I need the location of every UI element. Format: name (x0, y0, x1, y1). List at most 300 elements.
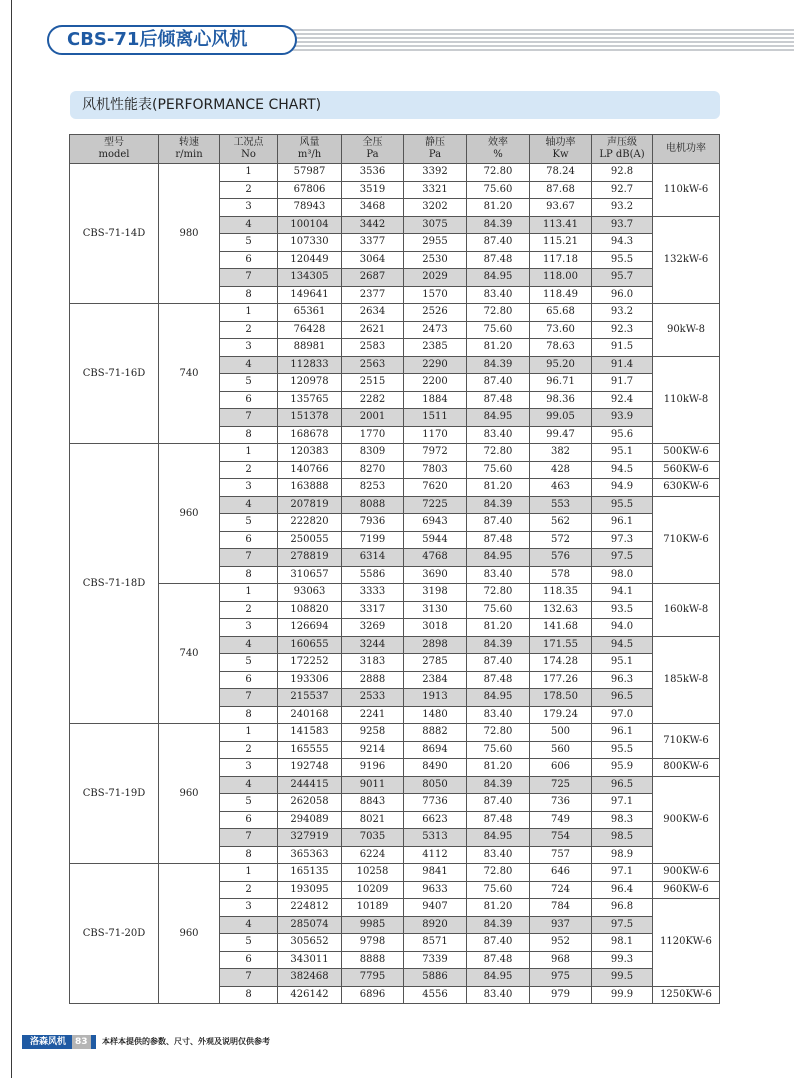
total-pressure-cell: 8021 (342, 811, 404, 829)
efficiency-cell: 81.20 (467, 479, 530, 497)
airflow-cell: 382468 (278, 969, 342, 987)
operating-point-cell: 6 (220, 671, 278, 689)
motor-power-cell: 110kW-8 (653, 356, 720, 444)
shaft-power-cell: 749 (530, 811, 592, 829)
model-cell: CBS-71-16D (70, 304, 159, 444)
shaft-power-cell: 553 (530, 496, 592, 514)
header-airflow: 风量 m³/h (278, 135, 342, 164)
static-pressure-cell: 7620 (404, 479, 467, 497)
static-pressure-cell: 2530 (404, 251, 467, 269)
operating-point-cell: 2 (220, 741, 278, 759)
shaft-power-cell: 736 (530, 794, 592, 812)
shaft-power-cell: 576 (530, 549, 592, 567)
total-pressure-cell: 2533 (342, 689, 404, 707)
sound-pressure-cell: 93.5 (592, 601, 653, 619)
shaft-power-cell: 73.60 (530, 321, 592, 339)
operating-point-cell: 3 (220, 199, 278, 217)
motor-power-cell: 630KW-6 (653, 479, 720, 497)
static-pressure-cell: 6943 (404, 514, 467, 532)
operating-point-cell: 8 (220, 846, 278, 864)
shaft-power-cell: 78.63 (530, 339, 592, 357)
airflow-cell: 126694 (278, 619, 342, 637)
airflow-cell: 240168 (278, 706, 342, 724)
static-pressure-cell: 9633 (404, 881, 467, 899)
operating-point-cell: 6 (220, 531, 278, 549)
operating-point-cell: 1 (220, 724, 278, 742)
shaft-power-cell: 98.36 (530, 391, 592, 409)
efficiency-cell: 84.95 (467, 549, 530, 567)
operating-point-cell: 1 (220, 164, 278, 182)
total-pressure-cell: 9196 (342, 759, 404, 777)
total-pressure-cell: 3468 (342, 199, 404, 217)
static-pressure-cell: 3690 (404, 566, 467, 584)
efficiency-cell: 84.39 (467, 916, 530, 934)
shaft-power-cell: 975 (530, 969, 592, 987)
header-efficiency: 效率 % (467, 135, 530, 164)
motor-power-cell: 110kW-6 (653, 164, 720, 217)
header-static-pressure: 静压 Pa (404, 135, 467, 164)
efficiency-cell: 84.39 (467, 216, 530, 234)
airflow-cell: 262058 (278, 794, 342, 812)
shaft-power-cell: 118.00 (530, 269, 592, 287)
operating-point-cell: 4 (220, 636, 278, 654)
static-pressure-cell: 8490 (404, 759, 467, 777)
static-pressure-cell: 3130 (404, 601, 467, 619)
static-pressure-cell: 7339 (404, 951, 467, 969)
shaft-power-cell: 562 (530, 514, 592, 532)
shaft-power-cell: 463 (530, 479, 592, 497)
motor-power-cell: 960KW-6 (653, 881, 720, 899)
airflow-cell: 224812 (278, 899, 342, 917)
airflow-cell: 365363 (278, 846, 342, 864)
table-row (70, 724, 720, 742)
airflow-cell: 168678 (278, 426, 342, 444)
static-pressure-cell: 5886 (404, 969, 467, 987)
sound-pressure-cell: 95.1 (592, 654, 653, 672)
operating-point-cell: 5 (220, 794, 278, 812)
sound-pressure-cell: 98.0 (592, 566, 653, 584)
static-pressure-cell: 2029 (404, 269, 467, 287)
sound-pressure-cell: 98.1 (592, 934, 653, 952)
static-pressure-cell: 2898 (404, 636, 467, 654)
total-pressure-cell: 5586 (342, 566, 404, 584)
operating-point-cell: 7 (220, 969, 278, 987)
table-row (70, 864, 720, 882)
static-pressure-cell: 1884 (404, 391, 467, 409)
table-body (70, 164, 720, 1004)
total-pressure-cell: 2241 (342, 706, 404, 724)
airflow-cell: 193306 (278, 671, 342, 689)
operating-point-cell: 3 (220, 759, 278, 777)
shaft-power-cell: 174.28 (530, 654, 592, 672)
sound-pressure-cell: 97.5 (592, 916, 653, 934)
motor-power-cell: 160kW-8 (653, 584, 720, 637)
airflow-cell: 140766 (278, 461, 342, 479)
footer-brand-tag (22, 1035, 96, 1049)
sound-pressure-cell: 94.5 (592, 636, 653, 654)
operating-point-cell: 2 (220, 601, 278, 619)
sound-pressure-cell: 94.5 (592, 461, 653, 479)
operating-point-cell: 6 (220, 391, 278, 409)
operating-point-cell: 4 (220, 496, 278, 514)
header-speed: 转速 r/min (159, 135, 220, 164)
shaft-power-cell: 117.18 (530, 251, 592, 269)
sound-pressure-cell: 97.1 (592, 864, 653, 882)
shaft-power-cell: 725 (530, 776, 592, 794)
static-pressure-cell: 3075 (404, 216, 467, 234)
operating-point-cell: 8 (220, 426, 278, 444)
airflow-cell: 294089 (278, 811, 342, 829)
efficiency-cell: 87.48 (467, 391, 530, 409)
static-pressure-cell: 3392 (404, 164, 467, 182)
operating-point-cell: 5 (220, 374, 278, 392)
total-pressure-cell: 3536 (342, 164, 404, 182)
efficiency-cell: 84.39 (467, 356, 530, 374)
airflow-cell: 426142 (278, 986, 342, 1004)
header-model: 型号 model (70, 135, 159, 164)
airflow-cell: 149641 (278, 286, 342, 304)
sound-pressure-cell: 96.5 (592, 689, 653, 707)
operating-point-cell: 5 (220, 234, 278, 252)
efficiency-cell: 83.40 (467, 706, 530, 724)
sound-pressure-cell: 95.6 (592, 426, 653, 444)
total-pressure-cell: 9258 (342, 724, 404, 742)
sound-pressure-cell: 91.5 (592, 339, 653, 357)
efficiency-cell: 84.95 (467, 689, 530, 707)
static-pressure-cell: 3202 (404, 199, 467, 217)
header-sound-pressure: 声压级 LP dB(A) (592, 135, 653, 164)
sound-pressure-cell: 92.3 (592, 321, 653, 339)
sound-pressure-cell: 92.7 (592, 181, 653, 199)
airflow-cell: 327919 (278, 829, 342, 847)
static-pressure-cell: 9841 (404, 864, 467, 882)
shaft-power-cell: 171.55 (530, 636, 592, 654)
shaft-power-cell: 118.49 (530, 286, 592, 304)
static-pressure-cell: 2384 (404, 671, 467, 689)
efficiency-cell: 75.60 (467, 321, 530, 339)
model-cell: CBS-71-19D (70, 724, 159, 864)
header-operating-point: 工况点 No (220, 135, 278, 164)
static-pressure-cell: 7972 (404, 444, 467, 462)
airflow-cell: 78943 (278, 199, 342, 217)
efficiency-cell: 84.39 (467, 496, 530, 514)
shaft-power-cell: 178.50 (530, 689, 592, 707)
airflow-cell: 160655 (278, 636, 342, 654)
efficiency-cell: 87.48 (467, 251, 530, 269)
section-title: 风机性能表(PERFORMANCE CHART) (70, 91, 720, 119)
shaft-power-cell: 115.21 (530, 234, 592, 252)
motor-power-cell: 1120KW-6 (653, 899, 720, 987)
sound-pressure-cell: 94.3 (592, 234, 653, 252)
sound-pressure-cell: 96.8 (592, 899, 653, 917)
sound-pressure-cell: 93.2 (592, 304, 653, 322)
static-pressure-cell: 2785 (404, 654, 467, 672)
sound-pressure-cell: 98.9 (592, 846, 653, 864)
shaft-power-cell: 560 (530, 741, 592, 759)
static-pressure-cell: 3018 (404, 619, 467, 637)
airflow-cell: 76428 (278, 321, 342, 339)
efficiency-cell: 81.20 (467, 899, 530, 917)
static-pressure-cell: 2290 (404, 356, 467, 374)
efficiency-cell: 87.40 (467, 934, 530, 952)
efficiency-cell: 72.80 (467, 724, 530, 742)
static-pressure-cell: 2526 (404, 304, 467, 322)
sound-pressure-cell: 95.5 (592, 251, 653, 269)
sound-pressure-cell: 93.7 (592, 216, 653, 234)
total-pressure-cell: 2282 (342, 391, 404, 409)
total-pressure-cell: 2001 (342, 409, 404, 427)
sound-pressure-cell: 96.3 (592, 671, 653, 689)
airflow-cell: 65361 (278, 304, 342, 322)
total-pressure-cell: 8270 (342, 461, 404, 479)
efficiency-cell: 87.40 (467, 374, 530, 392)
sound-pressure-cell: 95.5 (592, 496, 653, 514)
static-pressure-cell: 7803 (404, 461, 467, 479)
static-pressure-cell: 5944 (404, 531, 467, 549)
airflow-cell: 193095 (278, 881, 342, 899)
motor-power-cell: 900KW-6 (653, 864, 720, 882)
sound-pressure-cell: 99.5 (592, 969, 653, 987)
sound-pressure-cell: 91.7 (592, 374, 653, 392)
total-pressure-cell: 7035 (342, 829, 404, 847)
sound-pressure-cell: 96.0 (592, 286, 653, 304)
shaft-power-cell: 754 (530, 829, 592, 847)
static-pressure-cell: 4556 (404, 986, 467, 1004)
airflow-cell: 135765 (278, 391, 342, 409)
sound-pressure-cell: 99.3 (592, 951, 653, 969)
efficiency-cell: 84.95 (467, 409, 530, 427)
airflow-cell: 207819 (278, 496, 342, 514)
operating-point-cell: 4 (220, 916, 278, 934)
airflow-cell: 120449 (278, 251, 342, 269)
speed-cell: 960 (159, 724, 220, 864)
operating-point-cell: 8 (220, 566, 278, 584)
static-pressure-cell: 5313 (404, 829, 467, 847)
total-pressure-cell: 6224 (342, 846, 404, 864)
operating-point-cell: 7 (220, 269, 278, 287)
total-pressure-cell: 8253 (342, 479, 404, 497)
operating-point-cell: 6 (220, 251, 278, 269)
operating-point-cell: 4 (220, 776, 278, 794)
efficiency-cell: 72.80 (467, 444, 530, 462)
total-pressure-cell: 3064 (342, 251, 404, 269)
model-cell: CBS-71-14D (70, 164, 159, 304)
airflow-cell: 141583 (278, 724, 342, 742)
motor-power-cell: 710KW-6 (653, 724, 720, 759)
airflow-cell: 88981 (278, 339, 342, 357)
sound-pressure-cell: 97.0 (592, 706, 653, 724)
efficiency-cell: 72.80 (467, 864, 530, 882)
total-pressure-cell: 9798 (342, 934, 404, 952)
total-pressure-cell: 8843 (342, 794, 404, 812)
airflow-cell: 163888 (278, 479, 342, 497)
efficiency-cell: 75.60 (467, 881, 530, 899)
total-pressure-cell: 9214 (342, 741, 404, 759)
sound-pressure-cell: 98.3 (592, 811, 653, 829)
shaft-power-cell: 784 (530, 899, 592, 917)
shaft-power-cell: 937 (530, 916, 592, 934)
shaft-power-cell: 99.05 (530, 409, 592, 427)
airflow-cell: 215537 (278, 689, 342, 707)
shaft-power-cell: 132.63 (530, 601, 592, 619)
static-pressure-cell: 4112 (404, 846, 467, 864)
efficiency-cell: 75.60 (467, 461, 530, 479)
total-pressure-cell: 10189 (342, 899, 404, 917)
operating-point-cell: 7 (220, 829, 278, 847)
total-pressure-cell: 3269 (342, 619, 404, 637)
total-pressure-cell: 3317 (342, 601, 404, 619)
total-pressure-cell: 3519 (342, 181, 404, 199)
total-pressure-cell: 1770 (342, 426, 404, 444)
airflow-cell: 343011 (278, 951, 342, 969)
total-pressure-cell: 3333 (342, 584, 404, 602)
operating-point-cell: 7 (220, 549, 278, 567)
static-pressure-cell: 8920 (404, 916, 467, 934)
airflow-cell: 172252 (278, 654, 342, 672)
efficiency-cell: 81.20 (467, 339, 530, 357)
shaft-power-cell: 99.47 (530, 426, 592, 444)
shaft-power-cell: 87.68 (530, 181, 592, 199)
operating-point-cell: 1 (220, 584, 278, 602)
efficiency-cell: 84.95 (467, 969, 530, 987)
efficiency-cell: 81.20 (467, 199, 530, 217)
static-pressure-cell: 1480 (404, 706, 467, 724)
efficiency-cell: 81.20 (467, 759, 530, 777)
table-row (70, 444, 720, 462)
total-pressure-cell: 2621 (342, 321, 404, 339)
motor-power-cell: 560KW-6 (653, 461, 720, 479)
static-pressure-cell: 8882 (404, 724, 467, 742)
static-pressure-cell: 1913 (404, 689, 467, 707)
speed-cell: 740 (159, 584, 220, 724)
airflow-cell: 250055 (278, 531, 342, 549)
airflow-cell: 278819 (278, 549, 342, 567)
table-row (70, 584, 720, 602)
shaft-power-cell: 578 (530, 566, 592, 584)
sound-pressure-cell: 97.1 (592, 794, 653, 812)
airflow-cell: 57987 (278, 164, 342, 182)
operating-point-cell: 3 (220, 619, 278, 637)
airflow-cell: 100104 (278, 216, 342, 234)
static-pressure-cell: 3198 (404, 584, 467, 602)
sound-pressure-cell: 95.7 (592, 269, 653, 287)
static-pressure-cell: 8694 (404, 741, 467, 759)
efficiency-cell: 84.95 (467, 269, 530, 287)
efficiency-cell: 72.80 (467, 164, 530, 182)
efficiency-cell: 87.48 (467, 671, 530, 689)
footer-brand: 洛森风机 (30, 1037, 67, 1047)
efficiency-cell: 83.40 (467, 986, 530, 1004)
airflow-cell: 93063 (278, 584, 342, 602)
airflow-cell: 165135 (278, 864, 342, 882)
airflow-cell: 108820 (278, 601, 342, 619)
total-pressure-cell: 6896 (342, 986, 404, 1004)
operating-point-cell: 4 (220, 216, 278, 234)
sound-pressure-cell: 96.4 (592, 881, 653, 899)
shaft-power-cell: 65.68 (530, 304, 592, 322)
airflow-cell: 120978 (278, 374, 342, 392)
header-shaft-power: 轴功率 Kw (530, 135, 592, 164)
efficiency-cell: 75.60 (467, 741, 530, 759)
shaft-power-cell: 428 (530, 461, 592, 479)
static-pressure-cell: 2200 (404, 374, 467, 392)
sound-pressure-cell: 95.9 (592, 759, 653, 777)
model-cell: CBS-71-18D (70, 444, 159, 724)
performance-table (69, 134, 720, 1004)
efficiency-cell: 83.40 (467, 426, 530, 444)
efficiency-cell: 87.48 (467, 531, 530, 549)
motor-power-cell: 90kW-8 (653, 304, 720, 357)
speed-cell: 980 (159, 164, 220, 304)
page-edge-line (11, 0, 12, 1078)
speed-cell: 960 (159, 864, 220, 1004)
operating-point-cell: 5 (220, 934, 278, 952)
sound-pressure-cell: 91.4 (592, 356, 653, 374)
airflow-cell: 305652 (278, 934, 342, 952)
total-pressure-cell: 7936 (342, 514, 404, 532)
operating-point-cell: 1 (220, 864, 278, 882)
speed-cell: 740 (159, 304, 220, 444)
operating-point-cell: 1 (220, 304, 278, 322)
header-motor-power: 电机功率 (653, 135, 720, 164)
sound-pressure-cell: 96.1 (592, 514, 653, 532)
total-pressure-cell: 9985 (342, 916, 404, 934)
total-pressure-cell: 8888 (342, 951, 404, 969)
total-pressure-cell: 2634 (342, 304, 404, 322)
sound-pressure-cell: 92.4 (592, 391, 653, 409)
sound-pressure-cell: 96.5 (592, 776, 653, 794)
operating-point-cell: 4 (220, 356, 278, 374)
static-pressure-cell: 2955 (404, 234, 467, 252)
efficiency-cell: 83.40 (467, 566, 530, 584)
static-pressure-cell: 8571 (404, 934, 467, 952)
shaft-power-cell: 118.35 (530, 584, 592, 602)
operating-point-cell: 1 (220, 444, 278, 462)
sound-pressure-cell: 94.0 (592, 619, 653, 637)
airflow-cell: 192748 (278, 759, 342, 777)
total-pressure-cell: 10209 (342, 881, 404, 899)
static-pressure-cell: 4768 (404, 549, 467, 567)
total-pressure-cell: 10258 (342, 864, 404, 882)
airflow-cell: 165555 (278, 741, 342, 759)
total-pressure-cell: 3244 (342, 636, 404, 654)
shaft-power-cell: 500 (530, 724, 592, 742)
sound-pressure-cell: 92.8 (592, 164, 653, 182)
sound-pressure-cell: 97.5 (592, 549, 653, 567)
total-pressure-cell: 7199 (342, 531, 404, 549)
efficiency-cell: 75.60 (467, 601, 530, 619)
total-pressure-cell: 8309 (342, 444, 404, 462)
motor-power-cell: 132kW-6 (653, 216, 720, 304)
efficiency-cell: 81.20 (467, 619, 530, 637)
shaft-power-cell: 952 (530, 934, 592, 952)
table-row (70, 304, 720, 322)
total-pressure-cell: 2888 (342, 671, 404, 689)
motor-power-cell: 710KW-6 (653, 496, 720, 584)
airflow-cell: 107330 (278, 234, 342, 252)
shaft-power-cell: 78.24 (530, 164, 592, 182)
operating-point-cell: 8 (220, 986, 278, 1004)
efficiency-cell: 72.80 (467, 584, 530, 602)
shaft-power-cell: 968 (530, 951, 592, 969)
efficiency-cell: 87.40 (467, 794, 530, 812)
sound-pressure-cell: 96.1 (592, 724, 653, 742)
sound-pressure-cell: 97.3 (592, 531, 653, 549)
shaft-power-cell: 757 (530, 846, 592, 864)
airflow-cell: 134305 (278, 269, 342, 287)
total-pressure-cell: 2515 (342, 374, 404, 392)
page-title: CBS-71后倾离心风机 (47, 25, 297, 55)
